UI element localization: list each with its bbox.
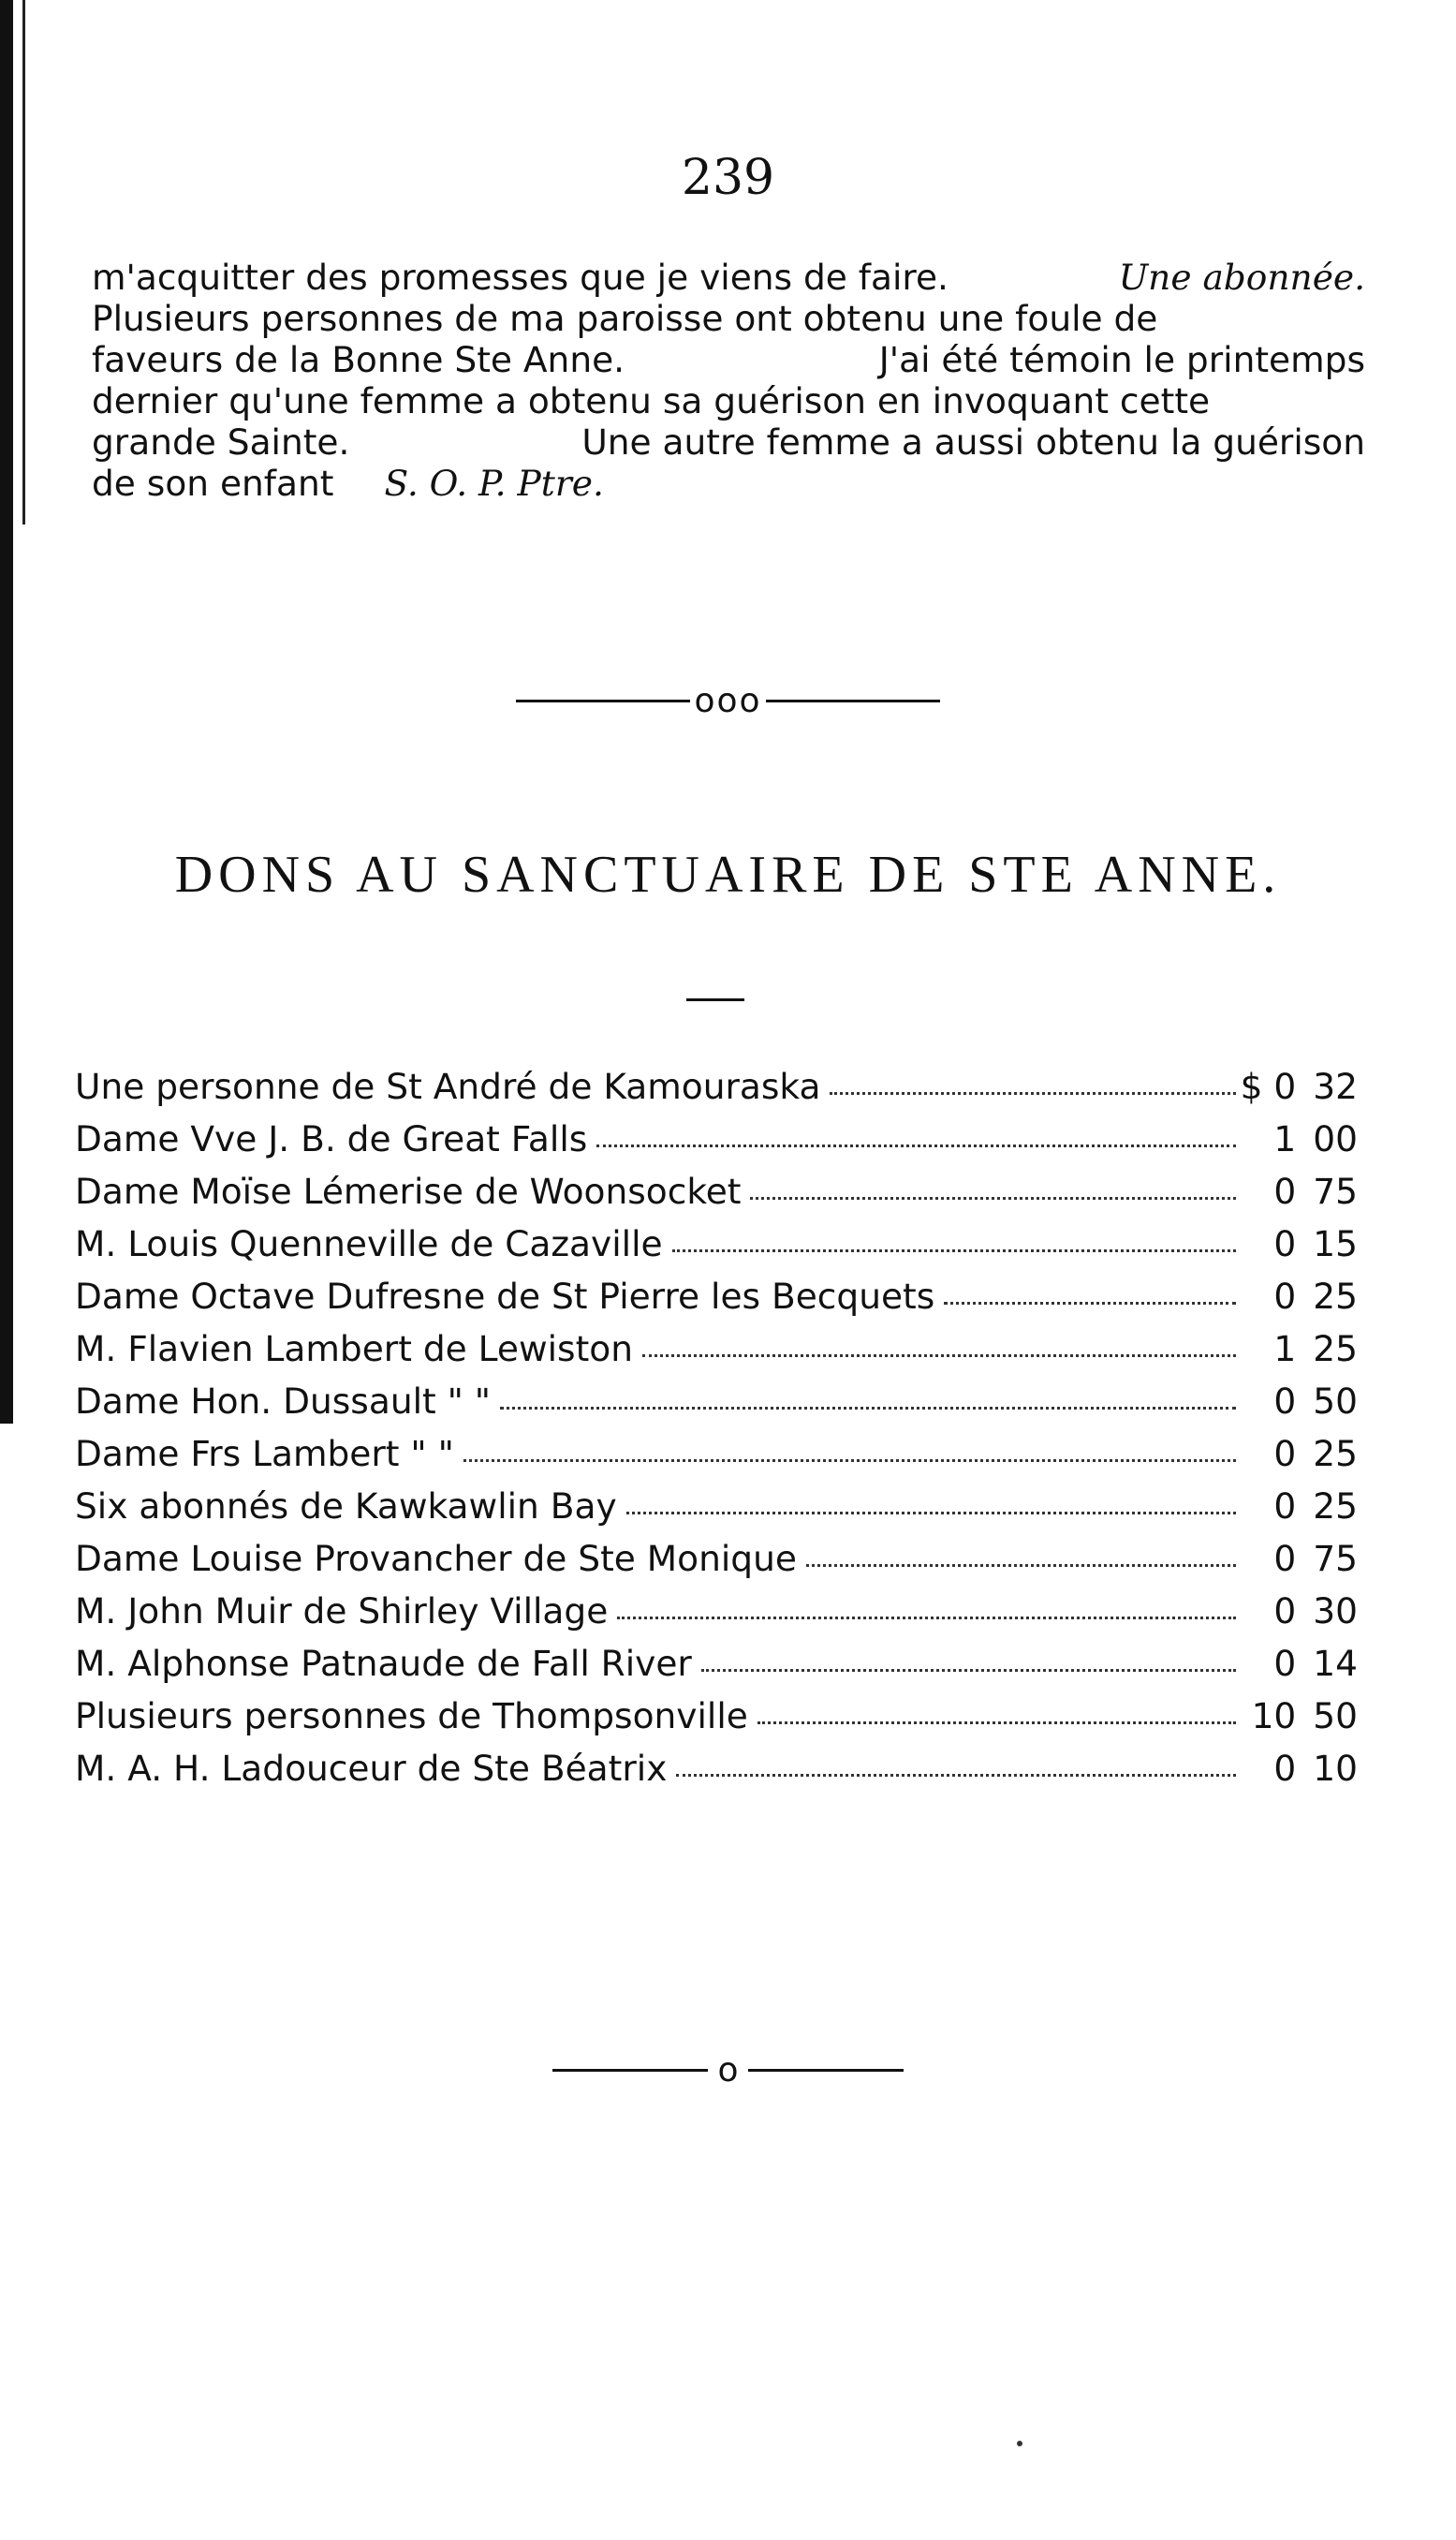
binding-rule <box>22 0 25 524</box>
amount-dollars: 0 <box>1273 1590 1297 1632</box>
paragraph-line: dernier qu'une femme a obtenu sa guérison en invoquant cette <box>92 380 1211 421</box>
dot-leader <box>596 1144 1236 1147</box>
divider-rule <box>766 700 940 702</box>
page-number: 239 <box>681 150 775 206</box>
amount-cents: 50 <box>1313 1695 1358 1736</box>
section-divider <box>0 2051 1456 2090</box>
divider-rule <box>748 2069 904 2072</box>
dot-leader <box>626 1512 1236 1514</box>
donation-amount <box>1245 1328 1358 1369</box>
donor-name: M. Alphonse Patnaude de Fall River <box>75 1643 692 1684</box>
donor-name: Une personne de St André de Kamouraska <box>75 1066 821 1107</box>
paragraph-line: grande Sainte. Une autre femme a aussi obtenu la guérison <box>92 421 1365 463</box>
amount-dollars: 0 <box>1273 1485 1297 1527</box>
divider-rule <box>516 700 690 702</box>
amount-cents: 50 <box>1313 1381 1358 1422</box>
divider-rule <box>552 2069 708 2072</box>
signature: S. O. P. Ptre. <box>384 463 604 504</box>
donation-row <box>75 1433 1358 1485</box>
donation-row <box>75 1748 1358 1800</box>
donation-row <box>75 1538 1358 1590</box>
amount-cents: 10 <box>1313 1748 1358 1789</box>
amount-dollars: 0 <box>1273 1381 1297 1422</box>
amount-cents: 75 <box>1313 1171 1358 1212</box>
dot-leader <box>500 1407 1236 1410</box>
donation-amount <box>1245 1118 1358 1159</box>
donor-name: M. Flavien Lambert de Lewiston <box>75 1328 633 1369</box>
paragraph-line: m'acquitter des promesses que je viens de faire. Une abonnée. <box>92 257 1365 298</box>
amount-dollars: 0 <box>1273 1748 1297 1789</box>
amount-dollars: 10 <box>1251 1695 1297 1736</box>
currency-symbol: $ <box>1240 1066 1263 1107</box>
amount-dollars: 0 <box>1273 1433 1297 1474</box>
amount-cents: 14 <box>1313 1643 1358 1684</box>
dot-leader <box>642 1354 1236 1357</box>
amount-cents: 00 <box>1313 1118 1358 1159</box>
section-divider <box>0 682 1456 720</box>
paragraph-line: Plusieurs personnes de ma paroisse ont obtenu une foule de <box>92 298 1158 339</box>
donation-amount <box>1245 1590 1358 1632</box>
donor-name: Dame Vve J. B. de Great Falls <box>75 1118 588 1159</box>
donor-name: M. Louis Quenneville de Cazaville <box>75 1223 663 1264</box>
donor-name: M. A. H. Ladouceur de Ste Béatrix <box>75 1748 668 1789</box>
dot-leader <box>701 1669 1236 1672</box>
donor-name: Dame Frs Lambert " " <box>75 1433 454 1474</box>
donor-name: Dame Moïse Lémerise de Woonsocket <box>75 1171 742 1212</box>
donation-amount <box>1245 1748 1358 1789</box>
donation-row <box>75 1485 1358 1538</box>
amount-cents: 25 <box>1313 1433 1358 1474</box>
donation-row <box>75 1590 1358 1643</box>
donor-name: Six abonnés de Kawkawlin Bay <box>75 1485 617 1527</box>
divider-ornament: o <box>717 2051 739 2090</box>
donation-row <box>75 1643 1358 1695</box>
donation-amount <box>1245 1538 1358 1579</box>
donation-amount <box>1245 1223 1358 1264</box>
donation-row <box>75 1066 1358 1118</box>
donor-name: Dame Hon. Dussault " " <box>75 1381 492 1422</box>
amount-dollars: 0 <box>1273 1276 1297 1317</box>
ink-speck <box>1017 2441 1022 2446</box>
paragraph-line: de son enfant S. O. P. Ptre. <box>92 463 604 504</box>
amount-cents: 25 <box>1313 1485 1358 1527</box>
amount-dollars: 1 <box>1273 1328 1297 1369</box>
dot-leader <box>676 1774 1236 1777</box>
donor-name: Dame Louise Provancher de Ste Monique <box>75 1538 797 1579</box>
donation-amount <box>1245 1381 1358 1422</box>
donation-row <box>75 1171 1358 1223</box>
donor-name: M. John Muir de Shirley Village <box>75 1590 609 1632</box>
amount-dollars: 0 <box>1273 1538 1297 1579</box>
amount-dollars: 0 <box>1273 1066 1297 1107</box>
dot-leader <box>617 1617 1236 1619</box>
dot-leader <box>750 1197 1236 1200</box>
donations-list <box>75 1066 1358 1800</box>
donation-amount <box>1245 1276 1358 1317</box>
amount-cents: 25 <box>1313 1276 1358 1317</box>
amount-cents: 30 <box>1313 1590 1358 1632</box>
amount-dollars: 0 <box>1273 1171 1297 1212</box>
donation-row <box>75 1328 1358 1381</box>
donation-row <box>75 1223 1358 1276</box>
dot-leader <box>757 1721 1236 1724</box>
dot-leader <box>806 1564 1236 1567</box>
testimony-paragraph <box>92 257 1365 504</box>
amount-cents: 75 <box>1313 1538 1358 1579</box>
donor-name: Plusieurs personnes de Thompsonville <box>75 1695 748 1736</box>
donation-amount <box>1245 1643 1358 1684</box>
donation-amount <box>1245 1171 1358 1212</box>
dot-leader <box>672 1249 1236 1252</box>
donation-row <box>75 1118 1358 1171</box>
amount-dollars: 0 <box>1273 1643 1297 1684</box>
dot-leader <box>830 1092 1236 1095</box>
donation-row <box>75 1381 1358 1433</box>
paragraph-line: faveurs de la Bonne Ste Anne. J'ai été témoin le printemps <box>92 339 1365 380</box>
title-dash <box>686 998 744 1001</box>
donation-amount <box>1245 1485 1358 1527</box>
signature: Une abonnée. <box>1118 257 1365 298</box>
amount-dollars: 0 <box>1273 1223 1297 1264</box>
donor-name: Dame Octave Dufresne de St Pierre les Becquets <box>75 1276 935 1317</box>
dot-leader <box>463 1459 1236 1462</box>
amount-dollars: 1 <box>1273 1118 1297 1159</box>
donation-amount <box>1240 1066 1358 1107</box>
amount-cents: 15 <box>1313 1223 1358 1264</box>
amount-cents: 32 <box>1313 1066 1358 1107</box>
donation-amount <box>1245 1433 1358 1474</box>
divider-ornament: ooo <box>694 682 762 720</box>
donation-row <box>75 1695 1358 1748</box>
donation-amount <box>1245 1695 1358 1736</box>
section-title: DONS AU SANCTUAIRE DE STE ANNE. <box>174 846 1282 904</box>
dot-leader <box>944 1302 1236 1305</box>
amount-cents: 25 <box>1313 1328 1358 1369</box>
donation-row <box>75 1276 1358 1328</box>
